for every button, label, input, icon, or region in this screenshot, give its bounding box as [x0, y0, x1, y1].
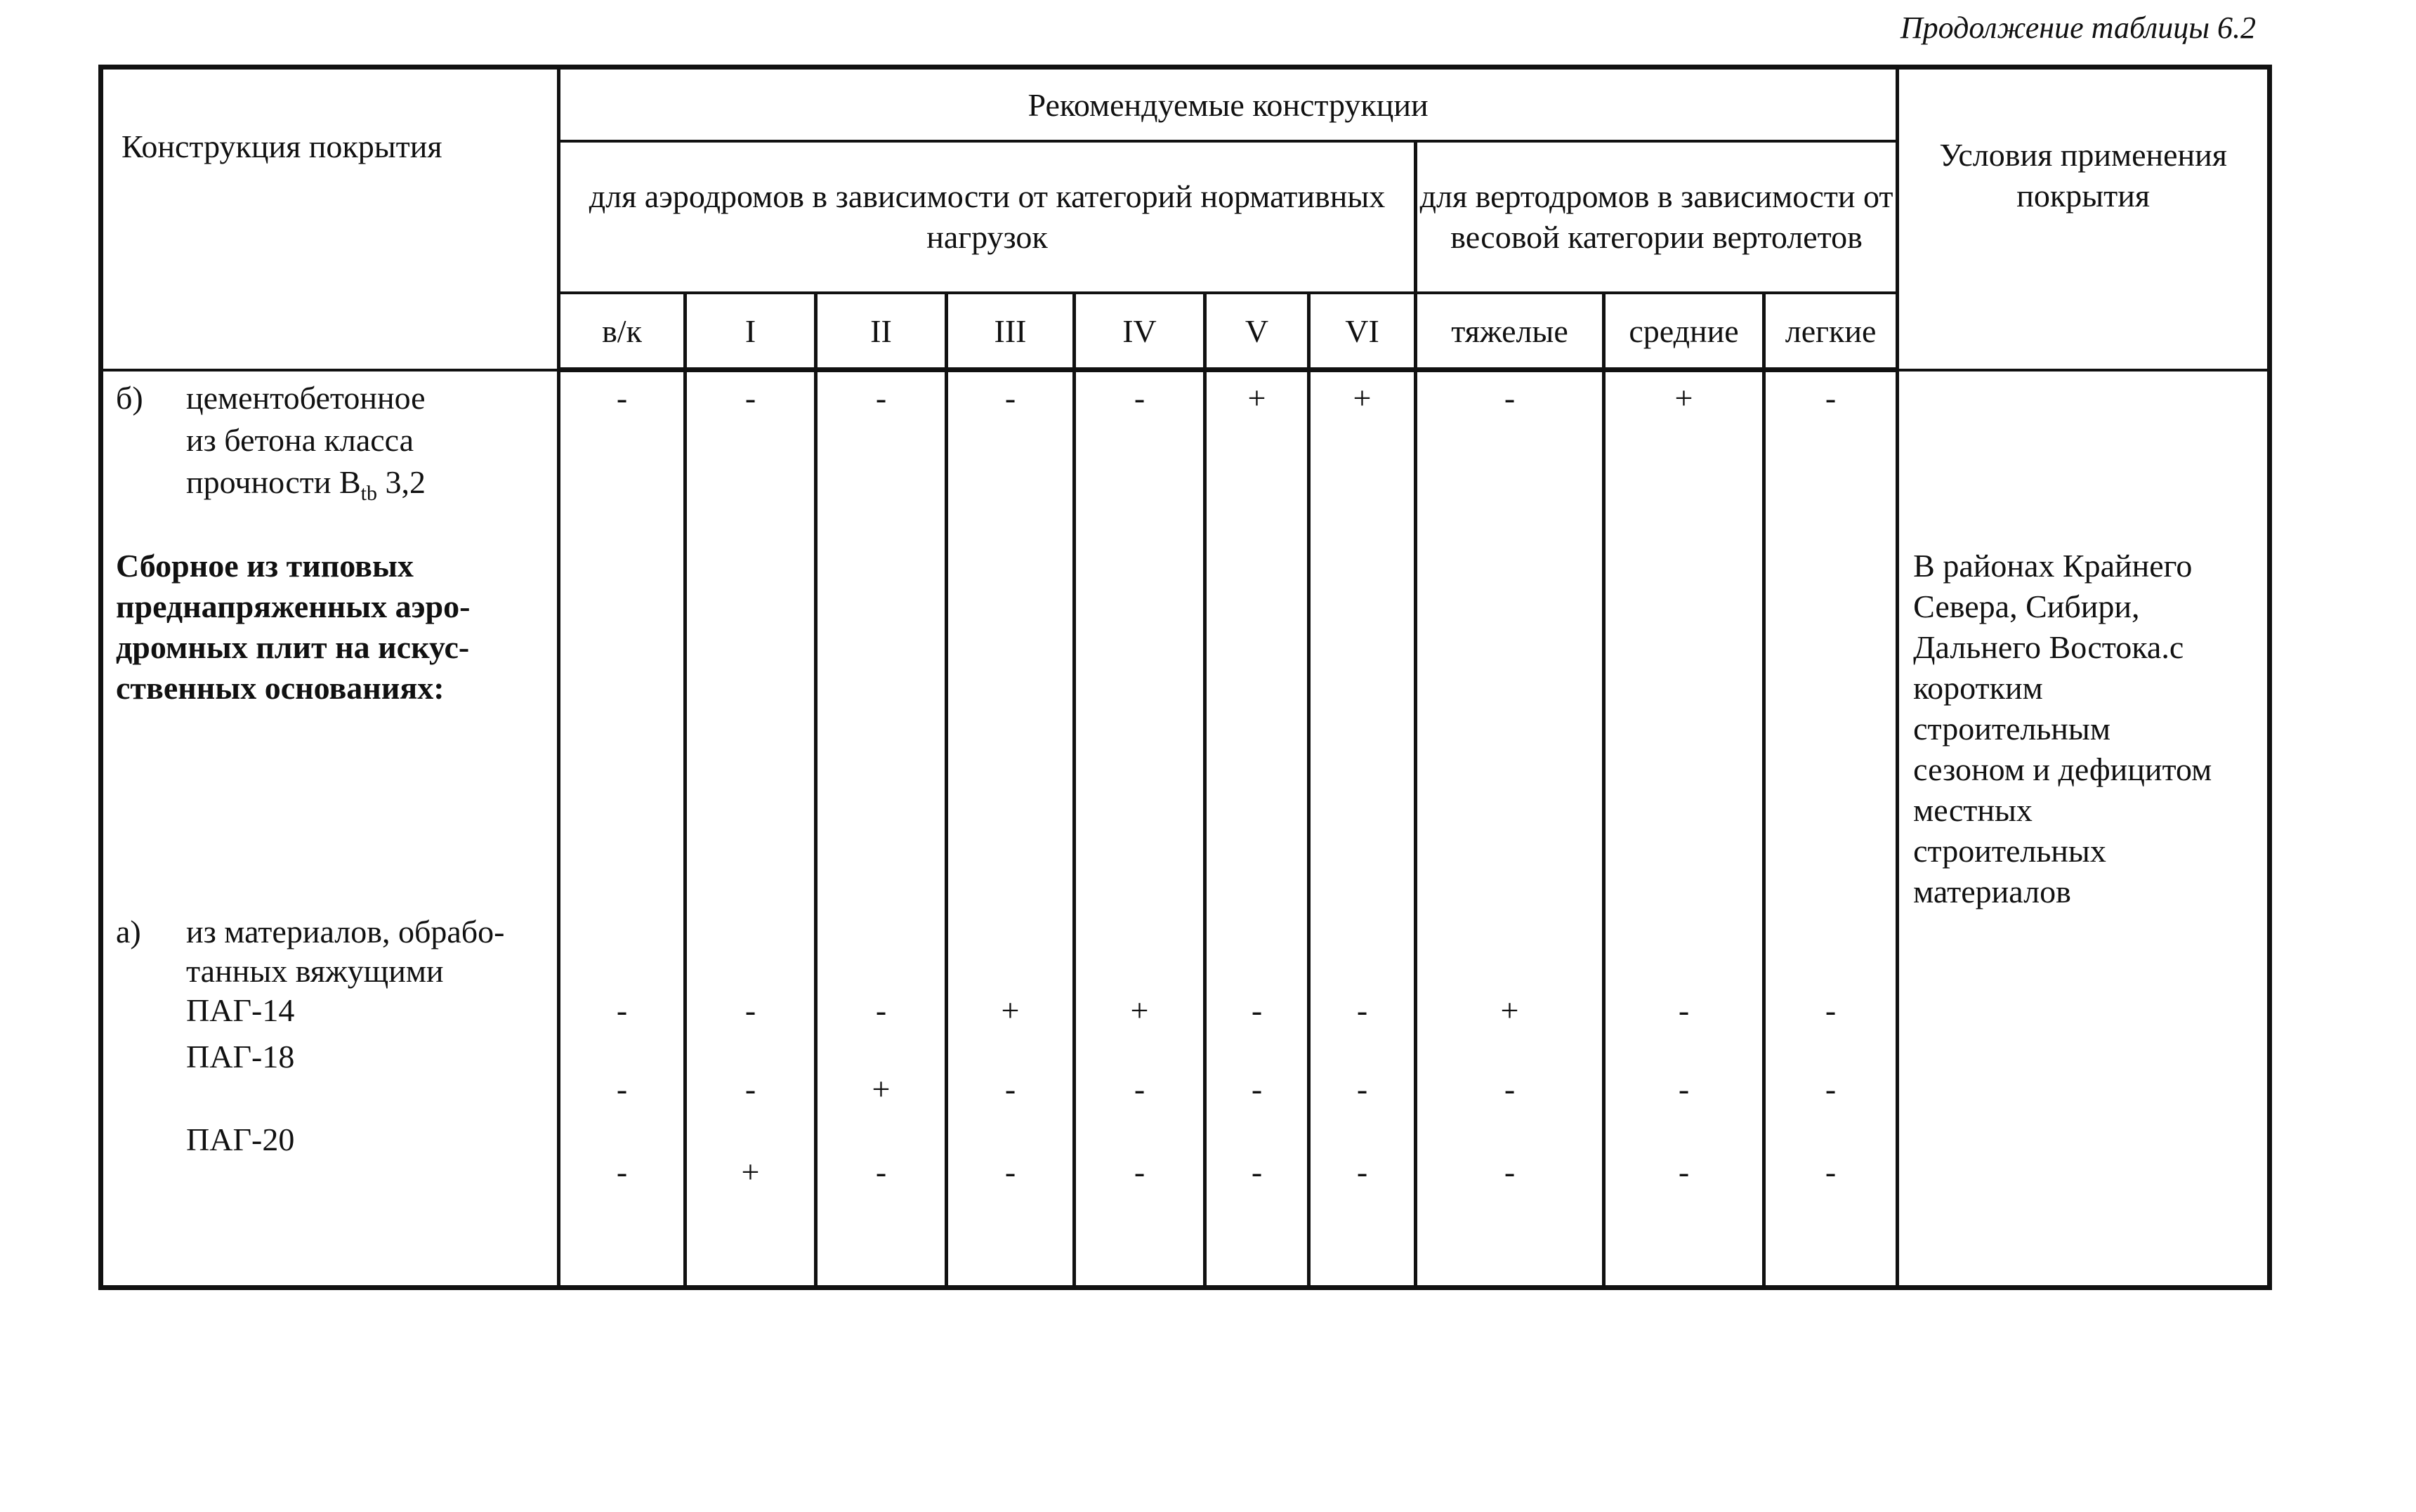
marks-col-medium: + - - -: [1604, 370, 1764, 1288]
pag18-label: ПАГ-18: [186, 1038, 295, 1074]
pag20-label: ПАГ-20: [186, 1121, 295, 1157]
header-construction: Конструкция покрытия: [101, 67, 559, 370]
marks-col-heavy: - + - -: [1416, 370, 1604, 1288]
prefab-heading: Сборное из типовых преднапряженных аэро- дромных плит на искус- ственных основаниях:: [116, 547, 471, 706]
table-caption: Продолжение таблицы 6.2: [1900, 11, 2256, 45]
table-body: [101, 370, 2270, 1288]
subheader-I: I: [685, 293, 816, 370]
subheader-VI: VI: [1309, 293, 1416, 370]
row-b-label: б) цементобетонное из бетона класса прочности $B_{tb}$ 3,2: [116, 379, 426, 505]
marks-col-III: - + - -: [947, 370, 1075, 1288]
pag14-label: ПАГ-14: [186, 992, 295, 1028]
subheader-III: III: [947, 293, 1075, 370]
subheader-light: легкие: [1764, 293, 1898, 370]
marks-col-I: - - - +: [685, 370, 816, 1288]
conditions-note: В районах Крайнего Севера, Сибири, Дальнего Востока.с коротким строительным сезоном и дефицитом местных строительных материалов: [1913, 547, 2212, 909]
header-heliports: для вертодромов в зависимости от весовой категории вертолетов: [1416, 141, 1898, 293]
subheader-IV: IV: [1075, 293, 1205, 370]
subheader-vk: в/к: [559, 293, 685, 370]
marks-col-light: - - - -: [1764, 370, 1898, 1288]
header-recommended: Рекомендуемые конструкции: [559, 67, 1898, 142]
subheader-heavy: тяжелые: [1416, 293, 1604, 370]
marks-col-VI: + - - -: [1309, 370, 1416, 1288]
construction-column: [101, 370, 559, 1288]
marks-col-II: - - + -: [816, 370, 947, 1288]
recommended-constructions-table: [98, 65, 2272, 1290]
subheader-medium: средние: [1604, 293, 1764, 370]
subheader-V: V: [1205, 293, 1309, 370]
marks-col-vk: - - - -: [559, 370, 685, 1288]
conditions-column: [1898, 370, 2270, 1288]
row-a-label: а) из материалов, обрабо- танных вяжущими ПАГ-14: [116, 913, 505, 1028]
marks-col-IV: - + - -: [1075, 370, 1205, 1288]
subheader-II: II: [816, 293, 947, 370]
marks-col-V: + - - -: [1205, 370, 1309, 1288]
header-aerodromes: для аэродромов в зависимости от категорий нормативных нагрузок: [559, 141, 1416, 293]
header-conditions: Условия применения покрытия: [1898, 67, 2270, 370]
